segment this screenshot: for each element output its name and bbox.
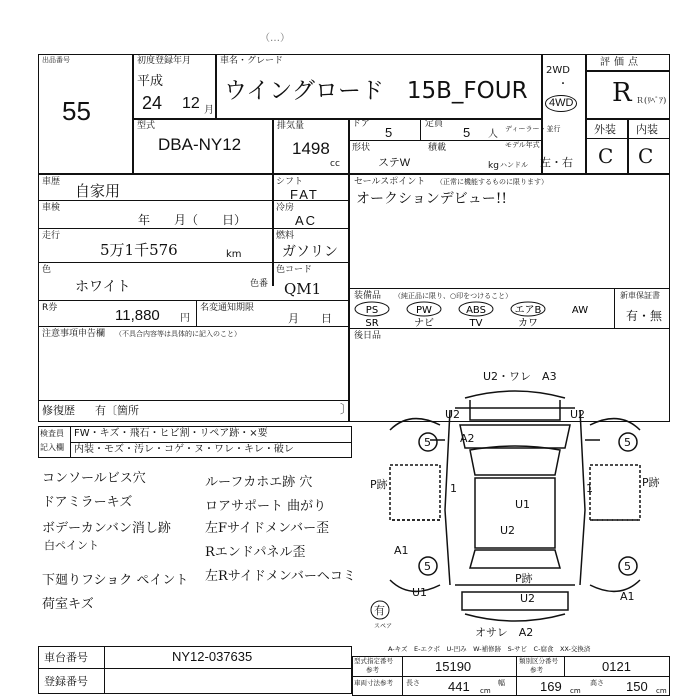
grade-value: R — [612, 78, 632, 108]
diagram-annotations — [370, 370, 661, 639]
recycle-label: R券 — [42, 303, 58, 313]
equipment-item2-1: ナビ — [414, 318, 434, 328]
aircon-value: AC — [295, 213, 318, 228]
class-spec-value: 0121 — [602, 659, 631, 674]
capacity-value: 5 — [463, 125, 471, 140]
mileage-unit: km — [226, 249, 242, 260]
color-num-label: 色番 — [250, 279, 269, 289]
equipment-item2-0: SR — [365, 318, 379, 328]
capacity-label: 定員 — [425, 119, 444, 129]
aircon-label: 冷房 — [276, 203, 295, 213]
exterior-label: 外装 — [594, 123, 616, 136]
class-spec-label: 類別区分番号 — [519, 657, 558, 665]
first-reg-year: 24 — [142, 93, 163, 113]
length-unit: cm — [480, 687, 491, 695]
repair-end: 〕 — [340, 402, 353, 416]
registration-label: 登録番号 — [44, 675, 88, 688]
first-reg-label: 初度登録年月 — [137, 56, 192, 66]
diagram-spare-yes: 有 — [374, 604, 385, 617]
shift-label: シフト — [276, 177, 304, 187]
model-spec-value: 15190 — [435, 659, 472, 674]
check-label-1: 検査員 — [40, 429, 64, 438]
lot-label: 出品番号 — [42, 56, 70, 64]
diagram-spare-label: スペア — [374, 623, 393, 630]
notes-note: （不具合内容等は具体的に記入のこと） — [115, 330, 241, 338]
doors-value: 5 — [385, 125, 393, 140]
handwritten-note-right-4: 左Rサイドメンバーヘコミ — [205, 569, 356, 584]
diagram-u2-left: U2 — [445, 408, 461, 421]
diagram-u1-mid: U1 — [515, 498, 531, 511]
handwritten-note-left-1: ドアミラーキズ — [42, 495, 133, 510]
color-value: ホワイト — [75, 279, 131, 295]
class-spec-sub: 参考 — [530, 666, 543, 674]
repair-value: 有〔箇所 — [95, 404, 139, 417]
model-spec-sub: 参考 — [366, 666, 379, 674]
height-label: 高さ — [590, 679, 604, 687]
mileage-label: 走行 — [42, 231, 61, 241]
handwritten-note-right-3: Rエンドパネル歪 — [205, 545, 306, 560]
model-label: 型式 — [137, 121, 156, 131]
history-value: 自家用 — [75, 183, 121, 200]
fuel-label: 燃料 — [276, 231, 295, 241]
diagram-one-right: 1 — [586, 482, 593, 495]
name-change-value: 月 日 — [288, 313, 332, 325]
height-value: 150 — [626, 679, 648, 694]
first-reg-era: 平成 — [137, 73, 164, 88]
mileage-value: 5万1千576 — [100, 241, 178, 259]
recycle-value: 11,880 — [115, 307, 160, 324]
capacity-unit: 人 — [488, 129, 498, 140]
handwritten-note-left-4: 下廻りフショク ペイント — [42, 573, 189, 588]
diagram-u2-right: U2 — [570, 408, 586, 421]
width-value: 169 — [540, 679, 562, 694]
length-label: 長さ — [406, 679, 420, 687]
interior-grade: C — [638, 144, 654, 168]
handwritten-note-left-0: コンソールビス穴 — [42, 471, 146, 486]
equipment-item-3: エアB — [514, 305, 542, 316]
color-code-value: QM1 — [284, 280, 322, 298]
recycle-unit: 円 — [180, 313, 190, 324]
fuel-value: ガソリン — [282, 243, 338, 259]
diagram-top-note: U2・ワレ A3 — [483, 370, 557, 383]
diagram-five-fl: 5 — [424, 436, 431, 449]
shift-value: FAT — [290, 187, 319, 202]
lot-number: 55 — [62, 96, 91, 126]
color-label: 色 — [42, 265, 52, 275]
width-label: 幅 — [498, 679, 505, 687]
dimensions-label: 車両寸法参考 — [354, 679, 393, 687]
diagram-osare-note: オサレ A2 — [475, 626, 534, 639]
damage-legend: A-キズ E-エクボ U-凹み W-補修跡 S-サビ C-腐食 XX-交換済 — [388, 645, 591, 653]
check-row-2: 内装・モズ・汚レ・コゲ・ヌ・ワレ・キレ・破レ — [74, 444, 294, 455]
history-label: 車歴 — [42, 177, 61, 187]
diagram-a1-right: A1 — [620, 590, 635, 603]
interior-label: 内装 — [636, 123, 658, 136]
equipment-item-2: ABS — [466, 305, 486, 316]
equipment-item-0: PS — [365, 305, 379, 316]
handle-label: ハンドル — [500, 161, 528, 169]
model-year-label: モデル年式 — [505, 141, 540, 149]
check-label-2: 記入欄 — [40, 443, 64, 452]
warranty-label: 新車保証書 — [620, 291, 660, 300]
length-value: 441 — [448, 679, 470, 694]
inspection-label: 車検 — [42, 203, 61, 213]
inspection-value: 年 月（ 日） — [138, 213, 247, 227]
model-spec-label: 型式指定番号 — [354, 657, 393, 665]
repair-label: 修復歴 — [42, 404, 75, 417]
color-code-label: 色コード — [276, 265, 313, 275]
diagram-u2-rear: U2 — [520, 592, 536, 605]
equipment-grid — [352, 300, 614, 328]
car-damage-diagram — [350, 370, 680, 642]
equipment-item2-2: TV — [469, 318, 483, 328]
handwritten-note-left-2: ボデーカンバン消し跡 — [42, 521, 171, 536]
equipment-note: （純正品に限り、○印をつけること） — [394, 292, 513, 300]
handwritten-note-left-5: 荷室キズ — [42, 597, 94, 612]
sheet-header: （…） — [260, 33, 290, 44]
drive-circled: 4WD — [545, 95, 577, 112]
car-name-label: 車名・グレード — [220, 56, 284, 66]
handwritten-note-left-3: 白ペイント — [44, 539, 99, 552]
equipment-item-4: AW — [571, 305, 589, 316]
diagram-p-right: P跡 — [642, 476, 660, 489]
diagram-p-rear: P跡 — [515, 572, 533, 585]
sales-point-note: （正常に機能するものに限ります） — [436, 178, 548, 186]
diagram-p-left: P跡 — [370, 478, 388, 491]
diagram-a2-front: A2 — [460, 432, 475, 445]
load-label: 積載 — [428, 143, 447, 153]
equipment-label: 装備品 — [354, 291, 382, 301]
handwritten-note-right-1: ロアサポート 曲がり — [205, 499, 327, 514]
diagram-five-rl: 5 — [424, 560, 431, 573]
first-reg-month: 12 — [182, 95, 200, 112]
rear-seat-label: 後日品 — [354, 331, 382, 341]
diagram-a1-left: A1 — [394, 544, 409, 557]
diagram-five-fr: 5 — [624, 436, 631, 449]
notes-label: 注意事項申告欄 — [42, 329, 106, 339]
displacement-value: 1498 — [292, 139, 330, 158]
displacement-label: 排気量 — [277, 121, 305, 131]
drive-sep: ・ — [558, 79, 568, 90]
handwritten-note-right-0: ルーフカホエ跡 穴 — [205, 475, 313, 490]
sales-point-label: セールスポイント — [354, 177, 426, 187]
check-row-1: FW・キズ・飛石・ヒビ割・リペア跡・×要 — [74, 428, 268, 439]
drive-label: 2WD — [546, 65, 570, 76]
height-unit: cm — [656, 687, 667, 695]
first-reg-month-unit: 月 — [204, 105, 214, 116]
doors-label: ドア — [352, 119, 370, 129]
diagram-five-rr: 5 — [624, 560, 631, 573]
model-value: DBA-NY12 — [158, 135, 242, 154]
shape-value: ステW — [378, 157, 411, 169]
diagram-u2-mid: U2 — [500, 524, 516, 537]
chassis-value: NY12-037635 — [172, 649, 253, 664]
displacement-unit: cc — [330, 159, 340, 169]
exterior-grade: C — [598, 144, 614, 168]
warranty-value: 有・無 — [626, 309, 663, 323]
diagram-one-left: 1 — [450, 482, 457, 495]
equipment-item-1: PW — [416, 305, 432, 316]
equipment-item2-3: カワ — [518, 318, 538, 328]
load-unit: kg — [488, 161, 499, 171]
handle-value: 左・右 — [540, 157, 573, 169]
grade-sub: Ｒ(ﾘﾍﾟｱ) — [636, 96, 667, 105]
dealer-label: ディーラー・並行 — [505, 125, 561, 133]
width-unit: cm — [570, 687, 581, 695]
sales-point-value: オークションデビュー!! — [356, 191, 507, 207]
diagram-u1-left: U1 — [412, 586, 428, 599]
chassis-label: 車台番号 — [44, 651, 88, 664]
grade-label: 評価点 — [600, 57, 642, 68]
handwritten-note-right-2: 左Fサイドメンバー歪 — [205, 521, 330, 536]
car-name: ウイングロード 15B_FOUR — [224, 78, 528, 104]
shape-label: 形状 — [352, 143, 371, 153]
name-change-label: 名変通知期限 — [200, 303, 255, 313]
